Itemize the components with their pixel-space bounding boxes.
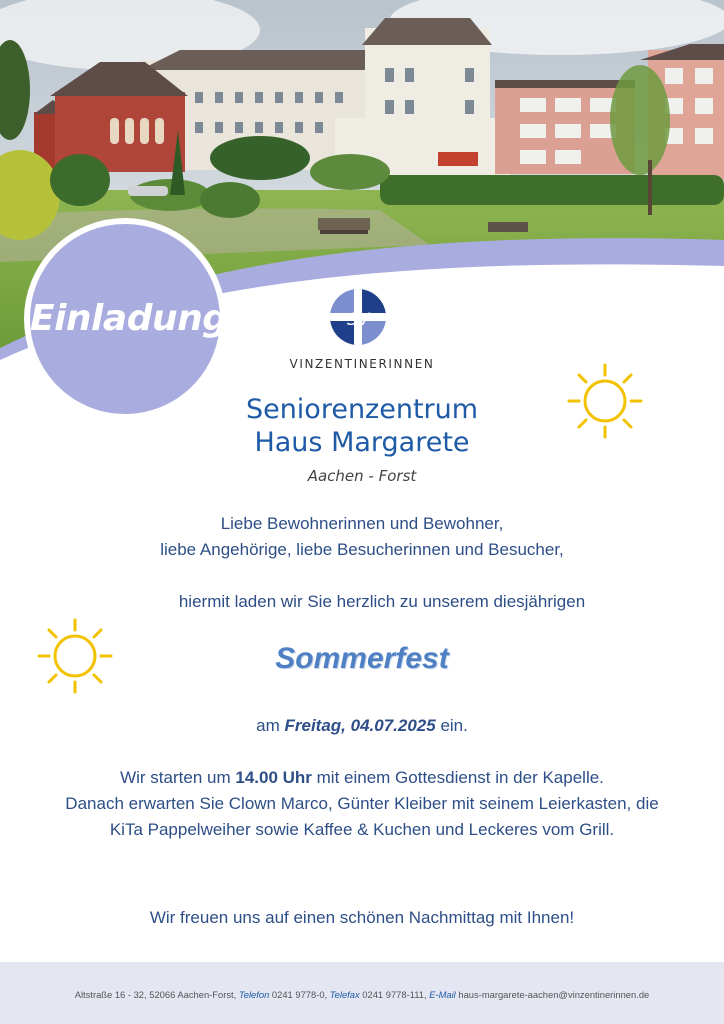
footer-email-label: E-Mail [429, 989, 456, 1000]
greeting [0, 511, 724, 563]
footer-phone: 0241 9778-0, [271, 989, 328, 1000]
facility-location: Aachen - Forst [307, 467, 417, 485]
intro-text: hiermit laden wir Sie herzlich zu unserem diesjährigen [178, 592, 586, 611]
closing-text: Wir freuen uns auf einen schönen Nachmittag mit Ihnen! [149, 908, 575, 927]
greeting-line2: liebe Angehörige, liebe Besucherinnen und Besucher, [160, 540, 564, 559]
invitation-badge [24, 218, 226, 420]
footer-fax: 0241 9778-111, [362, 989, 427, 1000]
facility-title-line1: Seniorenzentrum [245, 394, 479, 425]
logo-initials: SV [347, 310, 370, 330]
footer-contact [0, 989, 724, 1000]
event-date-line [0, 716, 724, 736]
organization-name: VINZENTINERINNEN [289, 357, 435, 371]
facility-title-line2: Haus Margarete [254, 427, 470, 458]
footer-email[interactable]: haus-margarete-aachen@vinzentinerinnen.de [458, 989, 650, 1000]
badge-label: Einladung [30, 298, 228, 339]
footer-fax-label: Telefax [329, 989, 360, 1000]
program-details: Danach erwarten Sie Clown Marco, Günter Kleiber mit seinem Leierkasten, die KiTa Pappelweiher sowie Kaffee & Kuchen und Leckeres vom Grill. [65, 794, 659, 839]
sun-icon [565, 361, 645, 441]
event-date: Freitag, 04.07.2025 [284, 716, 436, 735]
date-prefix: am [256, 716, 280, 735]
greeting-line1: Liebe Bewohnerinnen und Bewohner, [220, 514, 504, 533]
footer-address: Altstraße 16 - 32, 52066 Aachen-Forst, [74, 989, 237, 1000]
event-name: Sommerfest [275, 642, 449, 675]
footer-phone-label: Telefon [238, 989, 270, 1000]
vinzentinerinnen-logo-icon [329, 288, 387, 346]
program-text [60, 765, 664, 843]
program-start-prefix: Wir starten um [120, 768, 231, 787]
date-suffix: ein. [440, 716, 468, 735]
program-start-suffix: mit einem Gottesdienst in der Kapelle. [316, 768, 604, 787]
footer [0, 962, 724, 1024]
program-start-time: 14.00 Uhr [235, 768, 312, 787]
